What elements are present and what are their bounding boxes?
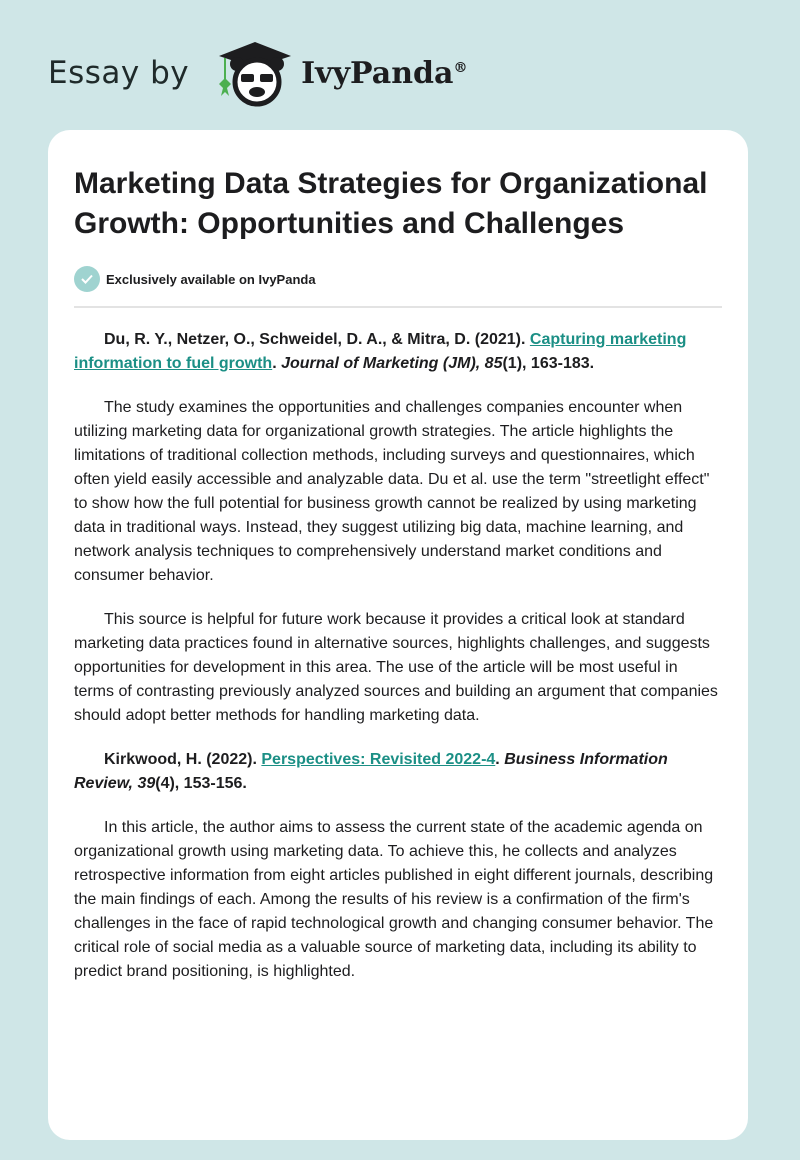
paragraph: In this article, the author aims to assess the current state of the academic agenda on organizational growth using marketing data. To achieve this, he collects and analyzes retrospective information from eight articles published in eight different journals, describing the main findings of each. Among the results of his review is a confirmation of the firm's challenges in the face of rapid technological growth and changing consumer behavior. The critical role of social media as a valuable source of marketing data, including its ability to predict brand positioning, is highlighted. bbox=[74, 819, 714, 980]
paragraph: This source is helpful for future work because it provides a critical look at standard marketing data practices found in alternative sources, highlights challenges, and suggests opportunities for development in this area. The use of the article will be most useful in terms of contrasting previously analyzed sources and building an argument that companies should adopt better methods for handling marketing data. bbox=[74, 611, 718, 724]
ref-issue: (4), 153-156. bbox=[155, 775, 247, 792]
ref-link[interactable]: Perspectives: Revisited 2022-4 bbox=[261, 751, 496, 768]
divider bbox=[74, 306, 722, 308]
ref-authors: Kirkwood, H. (2022). bbox=[104, 751, 262, 768]
essay-by-label: Essay by bbox=[48, 55, 190, 91]
paragraph: The study examines the opportunities and challenges companies encounter when utilizing marketing data for organizational growth strategies. The article highlights the limitations of traditional collection methods, including surveys and questionnaires, which often yield easily accessible and analyzable data. Du et al. use the term "streetlight effect" to show how the full potential for business growth cannot be realized by using marketing data in traditional ways. Instead, they suggest utilizing big data, machine learning, and network analysis techniques to comprehensively understand market conditions and consumer behavior. bbox=[74, 399, 710, 584]
ref-journal: Journal of Marketing (JM), 85 bbox=[281, 355, 503, 372]
ivypanda-logo-icon[interactable] bbox=[211, 38, 299, 108]
brand-text: IvyPanda bbox=[301, 55, 454, 91]
registered-mark: ® bbox=[453, 59, 468, 76]
check-icon bbox=[74, 266, 100, 292]
exclusive-badge bbox=[74, 266, 722, 292]
badge-text: Exclusively available on IvyPanda bbox=[106, 271, 316, 287]
ref-authors: Du, R. Y., Netzer, O., Schweidel, D. A., & Mitra, D. (2021). bbox=[104, 331, 530, 348]
ref-journal: Business Information Review, 39 bbox=[74, 751, 668, 792]
essay-card bbox=[48, 130, 748, 1140]
page-title: Marketing Data Strategies for Organizational Growth: Opportunities and Challenges bbox=[74, 167, 708, 240]
ref-issue: (1), 163-183. bbox=[502, 355, 595, 372]
site-header bbox=[48, 38, 467, 108]
brand-name[interactable] bbox=[301, 56, 467, 91]
reference-2: Kirkwood, H. (2022). Perspectives: Revisited 2022-4. Business Information Review, 39(4), 153-156. bbox=[74, 751, 668, 792]
ref-link[interactable]: Capturing marketing information to fuel growth bbox=[74, 331, 687, 372]
reference-1: Du, R. Y., Netzer, O., Schweidel, D. A., & Mitra, D. (2021). Capturing marketing information to fuel growth. Journal of Marketing (JM), 85(1), 163-183. bbox=[74, 331, 687, 372]
